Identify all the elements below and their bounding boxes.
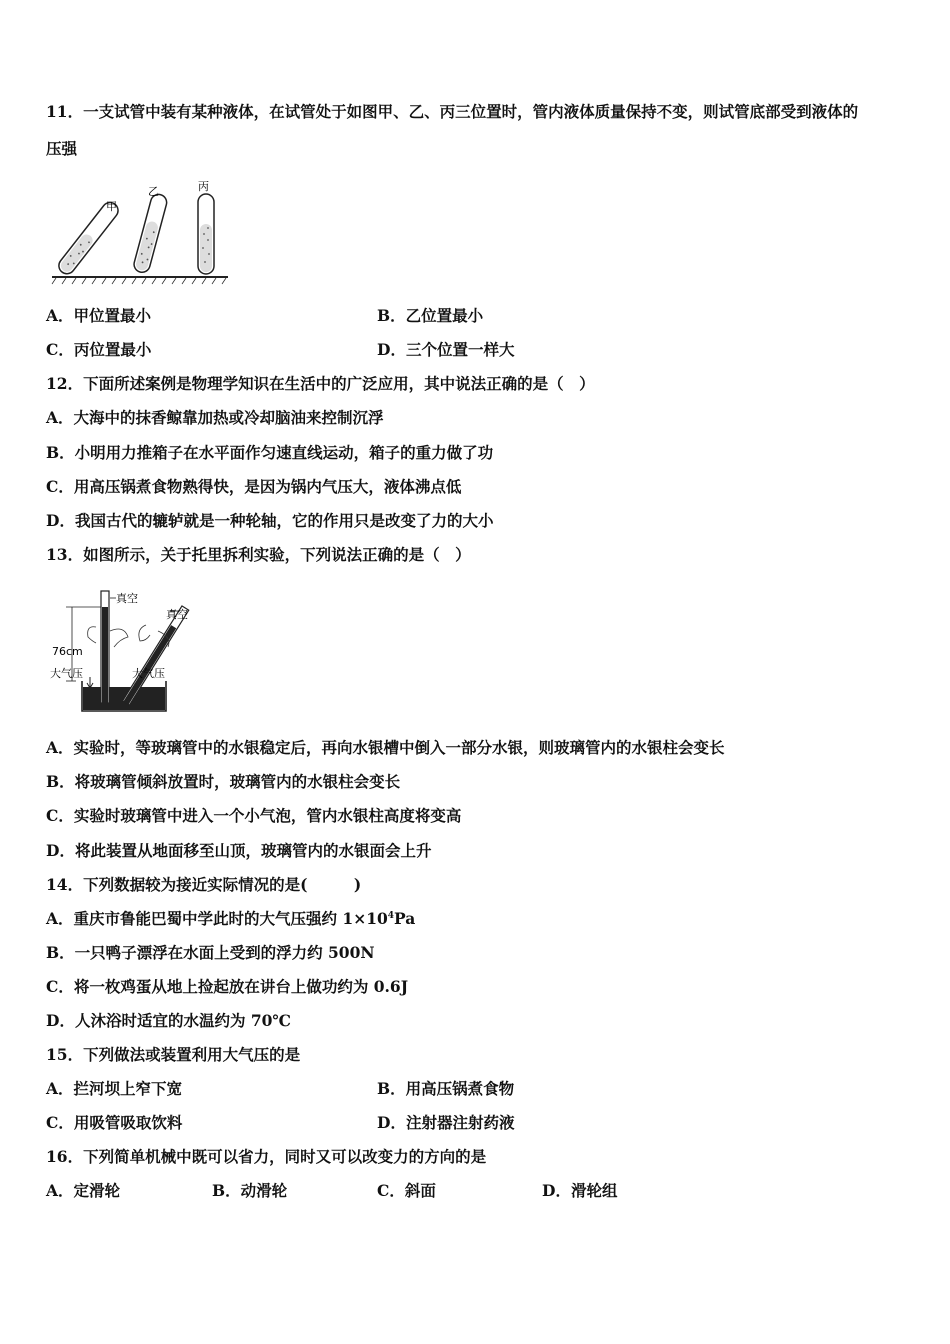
label-76cm: 76cm [52, 645, 83, 658]
q15-option-d[interactable]: D．注射器注射药液 [377, 1113, 515, 1132]
q12-option-b[interactable]: B．小明用力推箱子在水平面作匀速直线运动，箱子的重力做了功 [46, 443, 494, 462]
label-vacuum-1: 真空 [116, 592, 138, 605]
q14-stem: 14．下列数据较为接近实际情况的是( ) [46, 875, 362, 894]
q13-option-b[interactable]: B．将玻璃管倾斜放置时，玻璃管内的水银柱会变长 [46, 772, 401, 791]
q15-option-b[interactable]: B．用高压锅煮食物 [377, 1079, 515, 1098]
q13-stem: 13．如图所示，关于托里拆利实验，下列说法正确的是（ ） [46, 545, 471, 564]
q13-option-a[interactable]: A．实验时，等玻璃管中的水银稳定后，再向水银槽中倒入一部分水银，则玻璃管内的水银柱会变长 [46, 738, 725, 757]
q13-figure-torricelli [46, 585, 206, 717]
q16-option-d[interactable]: D．滑轮组 [542, 1181, 618, 1200]
q14-option-a-exponent: 4 [387, 910, 395, 921]
label-bing: 丙 [198, 180, 209, 193]
q14-option-a-text: A．重庆市鲁能巴蜀中学此时的大气压强约 1×10 [46, 909, 388, 928]
q16-option-a[interactable]: A．定滑轮 [46, 1181, 121, 1200]
q16-option-c[interactable]: C．斜面 [377, 1181, 436, 1200]
q16-stem: 16．下列简单机械中既可以省力，同时又可以改变力的方向的是 [46, 1147, 487, 1166]
q14-option-b[interactable]: B．一只鸭子漂浮在水面上受到的浮力约 500N [46, 943, 375, 962]
q11-option-b[interactable]: B．乙位置最小 [377, 306, 484, 325]
q12-stem: 12．下面所述案例是物理学知识在生活中的广泛应用，其中说法正确的是（ ） [46, 374, 595, 393]
label-jia: 甲 [106, 200, 117, 213]
q11-stem-line1: 11．一支试管中装有某种液体，在试管处于如图甲、乙、丙三位置时，管内液体质量保持不变，则试管底部受到液体的 [46, 102, 859, 121]
q15-option-c[interactable]: C．用吸管吸取饮料 [46, 1113, 183, 1132]
tube-yi [132, 193, 168, 274]
q12-option-d[interactable]: D．我国古代的辘轳就是一种轮轴，它的作用只是改变了力的大小 [46, 511, 494, 530]
label-atm-2: 大气压 [132, 667, 165, 680]
tube-bing [198, 194, 214, 274]
q14-option-c[interactable]: C．将一枚鸡蛋从地上捡起放在讲台上做功约为 0.6J [46, 977, 409, 996]
q14-option-a-unit: Pa [394, 909, 416, 928]
q11-option-a[interactable]: A．甲位置最小 [46, 306, 152, 325]
q14-option-d[interactable]: D．人沐浴时适宜的水温约为 70℃ [46, 1011, 291, 1030]
q15-stem: 15．下列做法或装置利用大气压的是 [46, 1045, 301, 1064]
q11-figure-test-tubes [48, 178, 238, 286]
label-yi: 乙 [148, 185, 159, 198]
q13-option-d[interactable]: D．将此装置从地面移至山顶，玻璃管内的水银面会上升 [46, 841, 432, 860]
q14-option-a[interactable] [46, 909, 415, 929]
label-atm-1: 大气压 [50, 667, 83, 680]
q11-option-c[interactable]: C．丙位置最小 [46, 340, 152, 359]
q15-option-a[interactable]: A．拦河坝上窄下宽 [46, 1079, 183, 1098]
q12-option-c[interactable]: C．用高压锅煮食物熟得快，是因为锅内气压大，液体沸点低 [46, 477, 462, 496]
q11-stem-line2: 压强 [46, 139, 78, 158]
q13-option-c[interactable]: C．实验时玻璃管中进入一个小气泡，管内水银柱高度将变高 [46, 806, 462, 825]
q12-option-a[interactable]: A．大海中的抹香鲸靠加热或冷却脑油来控制沉浮 [46, 408, 384, 427]
q16-option-b[interactable]: B．动滑轮 [212, 1181, 288, 1200]
q11-option-d[interactable]: D．三个位置一样大 [377, 340, 515, 359]
label-vacuum-2: 真空 [166, 608, 188, 621]
